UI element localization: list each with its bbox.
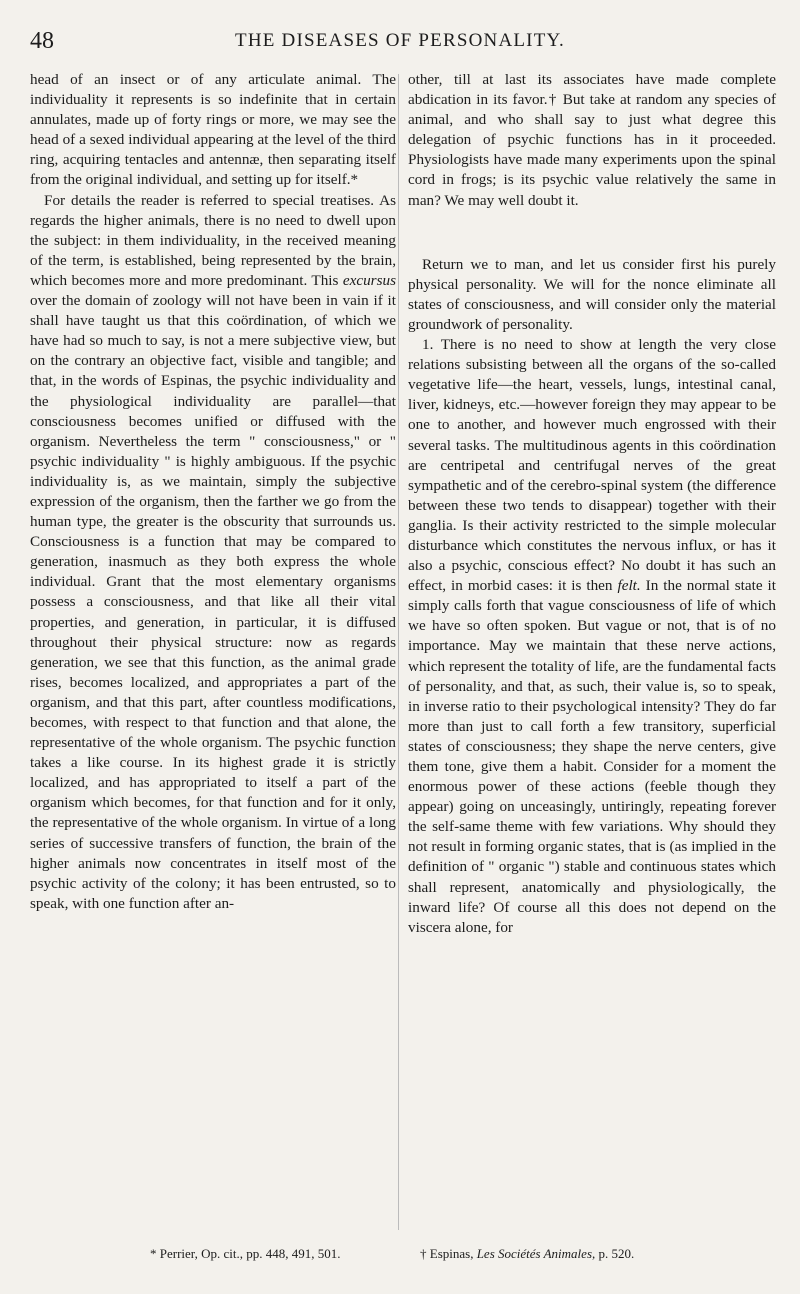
italic-text: excursus	[342, 271, 396, 289]
running-title: THE DISEASES OF PERSONALITY.	[235, 30, 565, 51]
paragraph	[30, 191, 396, 914]
text-run: over the domain of zoology will not have been in vain if it shall have taught us that this coördination, of which we have had so much to say, is not a mere subjective view, but on the contrary an objective fact, visible and tangible; and that, in the words of Espinas, the psychic individuality and the physiological individuality are parallel—that consciousness becomes unified or diffused with the organism. Nevertheless the term " consciousness," or " psychic individuality " is highly ambiguous. If the psychic individuality is, as we maintain, simply the subjective expression of the organism, then the farther we go from the human type, the greater is the obscurity that surrounds us. Consciousness is a function that may be compared to generation, inasmuch as they both express the whole individual. Grant that the most elementary organisms possess a consciousness, and that like all their vital properties, and generation, in particular, it is diffused throughout their physical structure: now as regards generation, we see that this function, as the animal grade rises, becomes localized, and appropriates a part of the organism, and that this part, after countless modifications, becomes, with respect to that function and that alone, the representative of the whole organism. The psychic function takes a like course. In its highest grade it is strictly localized, and has appropriated to itself a part of the organism which becomes, for that function and for it only, the representative of the whole organism. In virtue of a long series of successive transfers of function, the brain of the higher animals now concentrates in itself most of the psychic activity of the colony; it has been entrusted, so to speak, with one function after an-	[30, 292, 396, 912]
paragraph: Return we to man, and let us consider first his purely physical personality. We will for the nonce eliminate all states of consciousness, and will consider only the material groundwork of personality.	[408, 255, 776, 333]
paragraph: other, till at last its associates have made complete abdication in its favor.† But take at random any species of animal, and who shall say to just what degree this delegation of psychic functions has in it proceeded. Physiologists have made many experiments upon the spinal cord in frogs; is its psychic value relatively the same in man? We may well doubt it.	[408, 71, 776, 209]
footnote-left: * Perrier, Op. cit., pp. 448, 491, 501.	[150, 1246, 341, 1261]
page-header	[0, 28, 800, 54]
italic-text: felt.	[617, 577, 641, 595]
paragraph: head of an insect or of any articulate animal. The individuality it represents is so indefinite that in certain annulates, made up of forty rings or more, we may see the head of a sexed individual appearing at the level of the third ring, acquiring tentacles and antennæ, then separating itself from the original individual, and setting up for itself.*	[30, 71, 396, 189]
text-run: 1. There is no need to show at length the very close relations subsisting between all the organs of the so-called vegetative life—the heart, vessels, lungs, intestinal canal, liver, kidneys, etc.—however foreign they may appear to be one to another, and however much engrossed with their several tasks. The multitudinous agents in this coördination are centripetal and centrifugal nerves of the great sympathetic and of the cerebro-spinal system (the difference between these two tends to disappear) together with their ganglia. Is their activity restricted to the simple molecular disturbance which constitutes the nervous influx, or has it also a psychic, conscious effect? No doubt it has such an effect, in morbid cases: it is then	[408, 336, 776, 595]
text-run: For details the reader is referred to special treatises. As regards the higher animals, there is no need to dwell upon the subject: in them individuality, in the received meaning of the term, is established, being represented by the brain, which becomes more and more predominant. This	[30, 191, 396, 289]
text-run: † Espinas,	[420, 1246, 477, 1261]
column-divider	[398, 74, 399, 1230]
right-column	[408, 70, 776, 938]
paragraph	[408, 335, 776, 938]
left-column	[30, 70, 396, 914]
footnote-right	[420, 1246, 634, 1262]
text-run: p. 520.	[595, 1246, 635, 1261]
page-number: 48	[30, 28, 54, 54]
italic-text: Les Sociétés Animales,	[476, 1246, 596, 1261]
text-run: In the normal state it simply calls forth that vague consciousness of life of which we have so often spoken. But vague or not, that is of no importance. May we maintain that these nerve actions, which represent the totality of life, are the fundamental facts of personality, and that, as such, their value is, so to speak, in inverse ratio to their psychological intensity? They do far more than just to call forth a few transitory, superficial states of consciousness; they shape the nerve centers, give them tone, give them a habit. Consider for a moment the enormous power of these actions (feeble though they appear) going on unceasingly, untiringly, repeating forever the self-same theme with few variations. Why should they not result in forming organic states, that is (as implied in the definition of " organic ") stable and continuous states which shall represent, anatomically and physiologically, the inward life? Of course all this does not depend on the viscera alone, for	[408, 577, 776, 936]
